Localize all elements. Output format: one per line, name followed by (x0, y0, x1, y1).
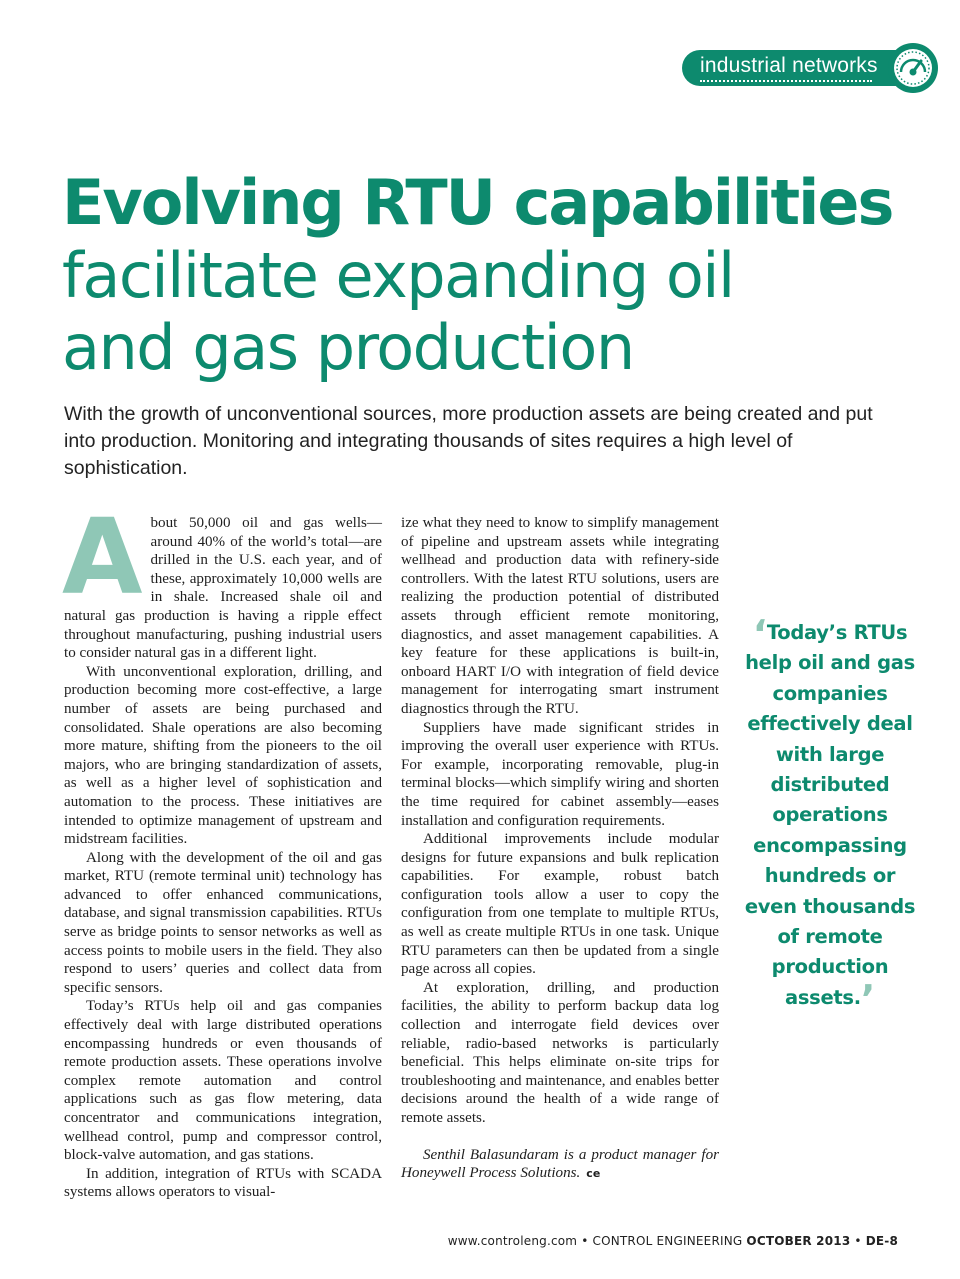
body-column-middle (401, 514, 719, 1184)
body-column-left (62, 496, 382, 1202)
gauge-icon (888, 43, 938, 93)
tab-dotted-rule (700, 80, 872, 82)
author-byline (401, 1146, 719, 1184)
body-paragraph: Along with the development of the oil and gas market, RTU (remote terminal unit) technology has advanced to offer enhanced communications, database, and signal transmission capabilities. RTUs serve as bridge points to sensor networks as well as access points to mobile users in the field. They also respond to users’ queries and collect data from specific sensors. (64, 849, 382, 996)
title-bold-line: Evolving RTU capabilities (62, 166, 893, 239)
byline-text: Senthil Balasundaram is a product manager for Honeywell Process Solutions. (401, 1146, 719, 1182)
pull-quote (742, 612, 918, 1021)
body-paragraph: ize what they need to know to simplify management of pipeline and upstream assets while integrating wellhead and production data with refinery-side controllers. With the latest RTU solutions, users are realizing the production potential of distributed assets through efficient remote monitoring, diagnostics, and asset management capabilities. A key feature for these applications is built-in, onboard HART I/O with integration of field device management for interrogating smart instrument diagnostics through the RTU. (401, 515, 719, 717)
footer-separator: • (854, 1234, 862, 1248)
drop-cap: A (62, 496, 143, 618)
article-deck: With the growth of unconventional sources, more production assets are being created and put into production. Monitoring and integrating thousands of sites requires a high level of sophistication. (64, 403, 873, 479)
footer-publication: CONTROL ENGINEERING (592, 1234, 743, 1248)
footer-issue: OCTOBER 2013 (746, 1234, 851, 1248)
body-paragraph: In addition, integration of RTUs with SCADA systems allows operators to visual- (64, 1165, 382, 1201)
open-quote-mark: ‘ (752, 612, 767, 656)
article-title (62, 166, 892, 384)
body-paragraph: Additional improvements include modular designs for future expansions and bulk replication capabilities. For example, robust batch configuration tools allow a user to copy the configuration from one template to multiple RTUs, as well as create multiple RTUs in one task. Unique RTU parameters can then be updated from a single page across all copies. (401, 831, 719, 978)
body-paragraph: With unconventional exploration, drilling, and production becoming more cost-effective, a large number of assets are being purchased and consolidated. Shale operations are also becoming more mature, shifting from the pioneers to the oil majors, who are bringing standardization of assets, as well as a higher level of sophistication and automation to the process. These initiatives are intended to optimize management of upstream and midstream facilities. (64, 663, 382, 848)
title-line-2: facilitate expanding oil (62, 239, 734, 312)
body-paragraph: Suppliers have made significant strides in improving the overall user experience with RTUs. For example, incorporating removable, plug-in terminal blocks—which simplify wiring and shorten the time required for cabinet assembly—eases installation and configuration requirements. (401, 719, 719, 829)
page-footer (0, 1234, 898, 1248)
body-paragraph (62, 496, 382, 663)
body-paragraph: Today’s RTUs help oil and gas companies effectively deal with large distributed operations encompassing hundreds or even thousands of remote production assets. These operations involve complex remote automation and control applications such as gas flow metering, data concentrator and communications integration, wellhead control, pump and compressor control, block-valve automation, and gas stations. (64, 998, 382, 1164)
page-number: DE-8 (865, 1234, 898, 1248)
title-line-3: and gas production (62, 311, 634, 384)
footer-separator: • (581, 1234, 589, 1248)
end-mark: ce (586, 1167, 601, 1181)
body-paragraph: At exploration, drilling, and production facilities, the ability to perform backup data log collection and interrogate field devices over reliable, radio-based networks is particularly beneficial. This helps eliminate on-site trips for troubleshooting and maintenance, and enables better decisions around the health of a wide range of remote assets. (401, 979, 719, 1126)
paragraph-text: bout 50,000 oil and gas wells—around 40% of the world’s total—are drilled in the U.S. each year, and of these, approximately 10,000 wells are in shale. Increased shale oil and natural gas production is having a ripple effect throughout manufacturing, pushing industrial users to consider natural gas in a different light. (64, 515, 382, 662)
close-quote-mark: ’ (860, 976, 875, 1021)
section-label: industrial networks (700, 54, 878, 77)
pull-quote-text: Today’s RTUs help oil and gas companies effectively deal with large distributed operations encompassing hundreds or even thousands of remote production assets. (744, 621, 916, 1009)
footer-url: www.controleng.com (447, 1234, 578, 1248)
